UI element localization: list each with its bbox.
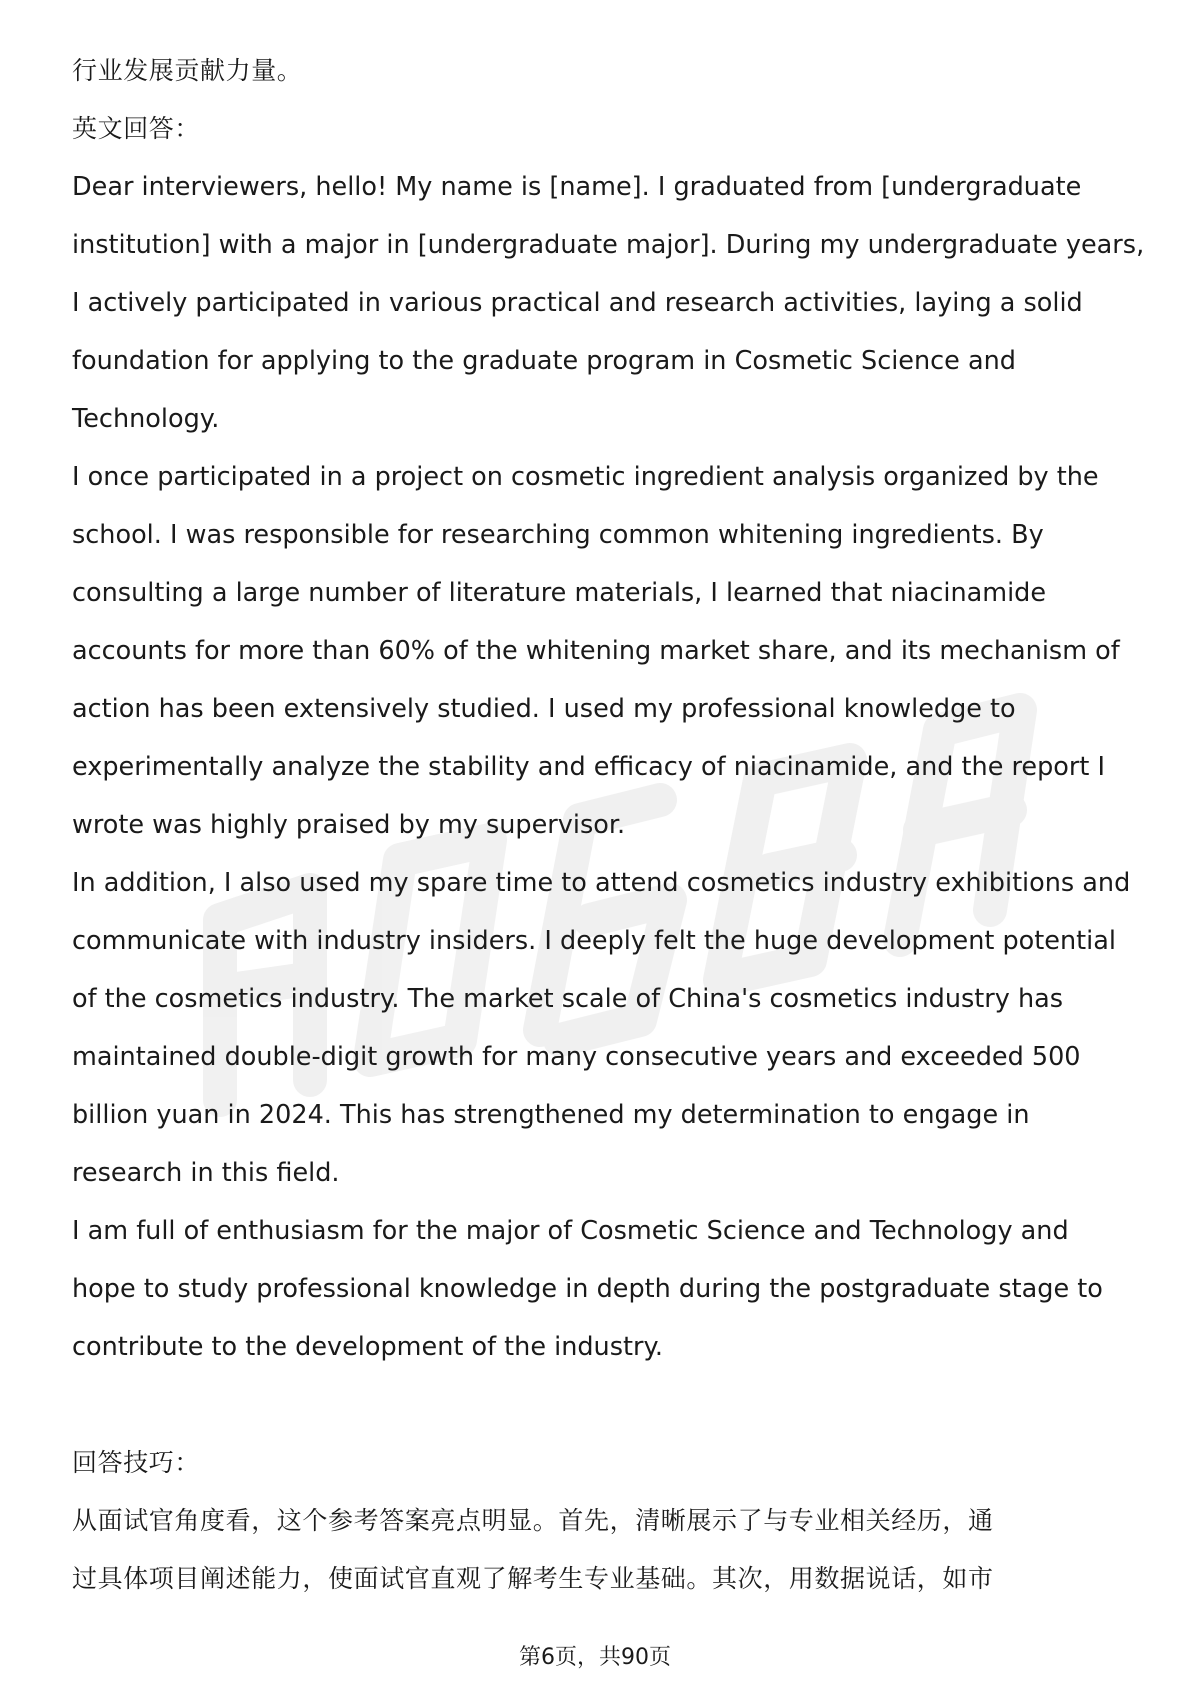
text-line: 过具体项目阐述能力，使面试官直观了解考生专业基础。其次，用数据说话，如市: [72, 1564, 994, 1593]
text-line: communicate with industry insiders. I deeply felt the huge development potential: [72, 926, 1116, 956]
page-number-footer: 第6页，共90页: [519, 1645, 671, 1670]
text-line: 行业发展贡献力量。: [72, 56, 303, 85]
text-line: accounts for more than 60% of the whitening market share, and its mechanism of: [72, 636, 1120, 666]
document-body: [72, 42, 1145, 1608]
text-line: experimentally analyze the stability and efficacy of niacinamide, and the report I: [72, 752, 1106, 782]
text-line: 从面试官角度看，这个参考答案亮点明显。首先，清晰展示了与专业相关经历，通: [72, 1506, 994, 1535]
text-line: I once participated in a project on cosmetic ingredient analysis organized by the: [72, 462, 1099, 492]
text-line: wrote was highly praised by my supervisor.: [72, 810, 626, 840]
text-line: billion yuan in 2024. This has strengthened my determination to engage in: [72, 1100, 1030, 1130]
text-line: contribute to the development of the industry.: [72, 1332, 664, 1362]
text-line: hope to study professional knowledge in depth during the postgraduate stage to: [72, 1274, 1103, 1304]
text-line: I am full of enthusiasm for the major of Cosmetic Science and Technology and: [72, 1216, 1069, 1246]
text-line: foundation for applying to the graduate program in Cosmetic Science and: [72, 346, 1016, 376]
text-line: institution] with a major in [undergraduate major]. During my undergraduate years,: [72, 230, 1145, 260]
section-heading-answer-tips: 回答技巧：: [72, 1448, 201, 1477]
text-line: In addition, I also used my spare time to attend cosmetics industry exhibitions and: [72, 868, 1131, 898]
text-line: of the cosmetics industry. The market scale of China's cosmetics industry has: [72, 984, 1064, 1014]
text-line: I actively participated in various practical and research activities, laying a solid: [72, 288, 1083, 318]
text-line: consulting a large number of literature materials, I learned that niacinamide: [72, 578, 1047, 608]
text-line: research in this field.: [72, 1158, 340, 1188]
text-line: school. I was responsible for researching common whitening ingredients. By: [72, 520, 1044, 550]
blank-line: [72, 1376, 1132, 1434]
text-line: Dear interviewers, hello! My name is [name]. I graduated from [undergraduate: [72, 172, 1082, 202]
text-line: action has been extensively studied. I used my professional knowledge to: [72, 694, 1016, 724]
section-heading-english-answer: 英文回答：: [72, 114, 201, 143]
text-line: maintained double-digit growth for many consecutive years and exceeded 500: [72, 1042, 1081, 1072]
text-line: Technology.: [72, 404, 220, 434]
